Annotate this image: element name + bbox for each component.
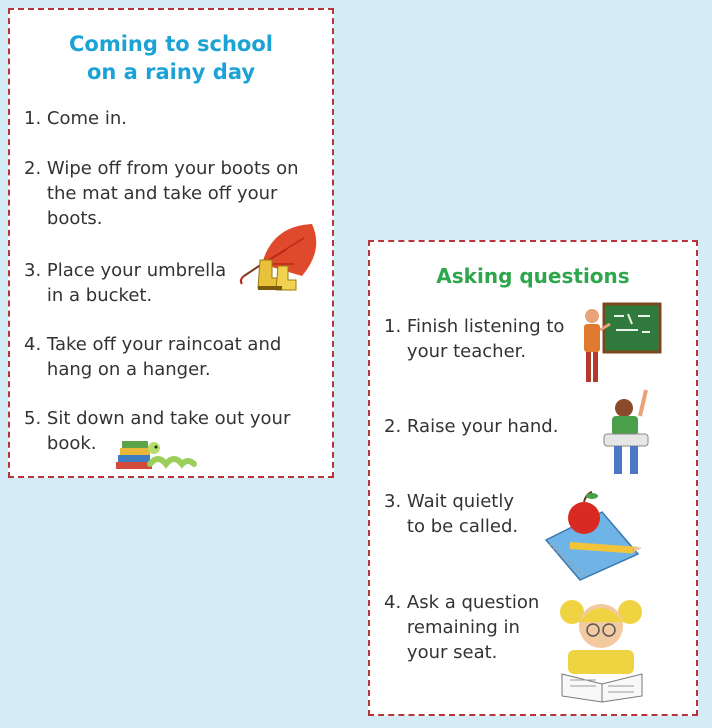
- teacher-chalkboard-icon: [578, 302, 664, 388]
- rainy-day-card: [8, 8, 334, 478]
- girl-reading-icon: [558, 592, 650, 704]
- step-text: Ask a question remaining in your seat.: [406, 592, 540, 663]
- rainy-step-1: [24, 106, 324, 131]
- step-text: Come in.: [46, 108, 127, 129]
- rainy-step-4: [24, 332, 324, 382]
- rainy-day-title-line1: Coming to school: [69, 32, 273, 56]
- rainy-day-title-line2: on a rainy day: [86, 60, 256, 84]
- step-number: 5.: [24, 408, 42, 429]
- books-bookworm-icon: [114, 434, 200, 474]
- raising-hand-icon: [602, 386, 660, 478]
- asking-questions-title: Asking questions: [436, 264, 630, 288]
- step-text: Wipe off from your boots on the mat and take off your boots.: [46, 158, 299, 229]
- step-number: 3.: [384, 491, 402, 512]
- question-step-1: [384, 314, 580, 364]
- question-step-2: [384, 414, 594, 439]
- step-text: Wait quietly to be called.: [406, 491, 519, 537]
- step-number: 2.: [24, 158, 42, 179]
- question-step-4: [384, 590, 554, 665]
- step-text: Finish listening to your teacher.: [406, 316, 565, 362]
- apple-notebook-icon: [540, 488, 644, 584]
- umbrella-boots-icon: [232, 220, 328, 296]
- step-text: Take off your raincoat and hang on a hanger.: [46, 334, 282, 380]
- step-number: 2.: [384, 416, 402, 437]
- step-number: 1.: [24, 108, 42, 129]
- asking-questions-card: [368, 240, 698, 716]
- step-number: 4.: [24, 334, 42, 355]
- step-text: Sit down and take out your book.: [46, 408, 291, 454]
- rainy-day-title: [10, 30, 332, 86]
- step-number: 4.: [384, 592, 402, 613]
- step-number: 1.: [384, 316, 402, 337]
- step-text: Place your umbrella in a bucket.: [46, 260, 227, 306]
- rainy-step-3: [24, 258, 236, 308]
- step-text: Raise your hand.: [406, 416, 559, 437]
- step-number: 3.: [24, 260, 42, 281]
- question-step-3: [384, 489, 534, 539]
